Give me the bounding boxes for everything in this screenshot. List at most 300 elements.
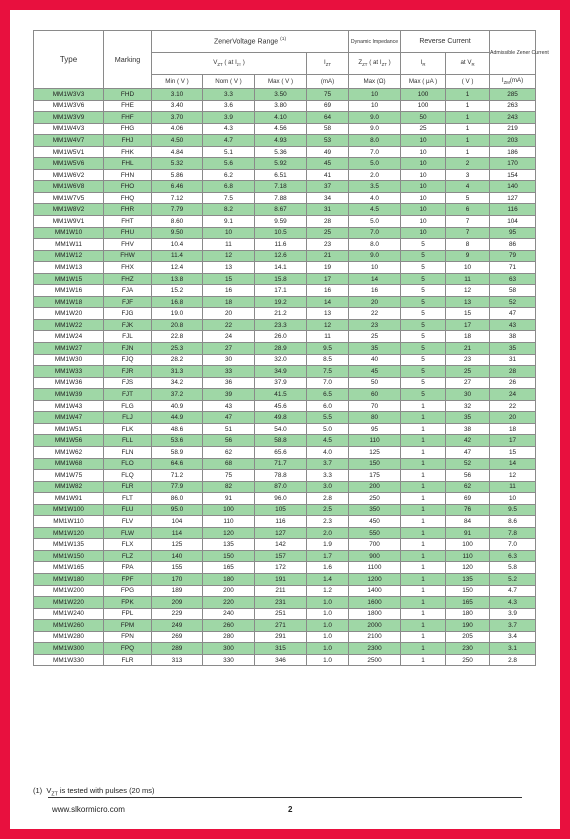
cell-ir-max: 25 xyxy=(401,123,446,135)
table-row xyxy=(34,146,536,158)
cell-vz-min: 289 xyxy=(152,643,203,655)
cell-vz-max: 12.6 xyxy=(255,250,307,262)
cell-vz-min: 140 xyxy=(152,550,203,562)
cell-vr: 1 xyxy=(446,146,490,158)
table-row xyxy=(34,239,536,251)
cell-zzt-max: 2.0 xyxy=(349,169,401,181)
cell-ir-max: 1 xyxy=(401,597,446,609)
cell-type: MM1W5V6 xyxy=(34,158,104,170)
cell-zzt-max: 450 xyxy=(349,516,401,528)
cell-vz-nom: 3.3 xyxy=(203,89,255,101)
table-row xyxy=(34,643,536,655)
table-row xyxy=(34,377,536,389)
cell-vr: 32 xyxy=(446,400,490,412)
cell-vr: 30 xyxy=(446,389,490,401)
cell-vz-max: 4.10 xyxy=(255,112,307,124)
cell-vz-max: 28.9 xyxy=(255,343,307,355)
cell-vz-max: 10.5 xyxy=(255,227,307,239)
cell-type: MM1W3V9 xyxy=(34,112,104,124)
cell-ir-max: 5 xyxy=(401,296,446,308)
cell-izt: 1.7 xyxy=(307,550,349,562)
cell-izm: 5.2 xyxy=(490,573,536,585)
cell-zzt-max: 25 xyxy=(349,331,401,343)
cell-vz-nom: 36 xyxy=(203,377,255,389)
cell-marking: FJS xyxy=(104,377,152,389)
cell-type: MM1W220 xyxy=(34,597,104,609)
cell-vz-max: 45.6 xyxy=(255,400,307,412)
cell-vz-min: 5.86 xyxy=(152,169,203,181)
cell-vz-max: 346 xyxy=(255,654,307,666)
cell-type: MM1W200 xyxy=(34,585,104,597)
cell-zzt-max: 5.0 xyxy=(349,216,401,228)
cell-vr: 10 xyxy=(446,262,490,274)
cell-vr: 190 xyxy=(446,620,490,632)
cell-vz-max: 58.8 xyxy=(255,435,307,447)
cell-type: MM1W150 xyxy=(34,550,104,562)
table-row xyxy=(34,308,536,320)
cell-vz-max: 34.9 xyxy=(255,366,307,378)
cell-marking: FLG xyxy=(104,400,152,412)
cell-zzt-max: 70 xyxy=(349,400,401,412)
cell-ir-max: 1 xyxy=(401,573,446,585)
cell-type: MM1W36 xyxy=(34,377,104,389)
spec-table-body xyxy=(34,89,536,666)
table-row xyxy=(34,319,536,331)
cell-izm: 5.8 xyxy=(490,562,536,574)
cell-vr: 1 xyxy=(446,112,490,124)
izm-header: $I_{ZM}(mA)$ xyxy=(490,75,536,89)
cell-type: MM1W300 xyxy=(34,643,104,655)
cell-vz-nom: 12 xyxy=(203,250,255,262)
cell-vz-min: 6.46 xyxy=(152,181,203,193)
cell-marking: FLQ xyxy=(104,470,152,482)
cell-zzt-max: 40 xyxy=(349,354,401,366)
cell-marking: FLN xyxy=(104,446,152,458)
cell-marking: FHJ xyxy=(104,135,152,147)
table-row xyxy=(34,550,536,562)
cell-marking: FLV xyxy=(104,516,152,528)
cell-type: MM1W4V7 xyxy=(34,135,104,147)
cell-marking: FLU xyxy=(104,504,152,516)
table-row xyxy=(34,527,536,539)
cell-vr: 7 xyxy=(446,227,490,239)
cell-type: MM1W7V5 xyxy=(34,192,104,204)
cell-marking: FJF xyxy=(104,296,152,308)
cell-type: MM1W13 xyxy=(34,262,104,274)
cell-vz-max: 315 xyxy=(255,643,307,655)
page-number: 2 xyxy=(288,805,293,814)
table-row xyxy=(34,539,536,551)
table-row xyxy=(34,100,536,112)
cell-izt: 31 xyxy=(307,204,349,216)
cell-izt: 23 xyxy=(307,239,349,251)
cell-type: MM1W22 xyxy=(34,319,104,331)
cell-izm: 79 xyxy=(490,250,536,262)
col-type-header: Type xyxy=(34,31,104,89)
cell-zzt-max: 22 xyxy=(349,308,401,320)
table-row xyxy=(34,354,536,366)
cell-type: MM1W51 xyxy=(34,423,104,435)
cell-vz-min: 170 xyxy=(152,573,203,585)
cell-zzt-max: 350 xyxy=(349,504,401,516)
cell-vz-min: 3.10 xyxy=(152,89,203,101)
cell-ir-max: 5 xyxy=(401,285,446,297)
cell-zzt-max: 9.0 xyxy=(349,250,401,262)
table-row xyxy=(34,273,536,285)
cell-vz-max: 14.1 xyxy=(255,262,307,274)
cell-marking: FHV xyxy=(104,239,152,251)
cell-vr: 52 xyxy=(446,458,490,470)
cell-ir-max: 5 xyxy=(401,343,446,355)
cell-vz-max: 211 xyxy=(255,585,307,597)
table-row xyxy=(34,504,536,516)
cell-marking: FHN xyxy=(104,169,152,181)
cell-vz-nom: 165 xyxy=(203,562,255,574)
cell-vz-min: 4.84 xyxy=(152,146,203,158)
cell-ir-max: 5 xyxy=(401,308,446,320)
cell-izt: 1.0 xyxy=(307,643,349,655)
cell-zzt-max: 7.0 xyxy=(349,146,401,158)
cell-izt: 17 xyxy=(307,273,349,285)
cell-marking: FHK xyxy=(104,146,152,158)
cell-vr: 150 xyxy=(446,585,490,597)
cell-vz-nom: 7.5 xyxy=(203,192,255,204)
cell-type: MM1W11 xyxy=(34,239,104,251)
cell-ir-max: 1 xyxy=(401,481,446,493)
table-row xyxy=(34,585,536,597)
cell-vz-nom: 82 xyxy=(203,481,255,493)
cell-ir-max: 5 xyxy=(401,389,446,401)
cell-zzt-max: 1200 xyxy=(349,573,401,585)
cell-vz-min: 249 xyxy=(152,620,203,632)
cell-vz-min: 3.40 xyxy=(152,100,203,112)
cell-marking: FHD xyxy=(104,89,152,101)
cell-vz-max: 116 xyxy=(255,516,307,528)
cell-vz-max: 78.8 xyxy=(255,470,307,482)
cell-izm: 14 xyxy=(490,458,536,470)
cell-ir-max: 10 xyxy=(401,146,446,158)
cell-izt: 25 xyxy=(307,227,349,239)
admissible-current-header: Admissible Zener Current xyxy=(490,31,536,75)
cell-vz-min: 5.32 xyxy=(152,158,203,170)
cell-marking: FLR xyxy=(104,654,152,666)
table-row xyxy=(34,631,536,643)
cell-zzt-max: 10 xyxy=(349,89,401,101)
cell-vr: 100 xyxy=(446,539,490,551)
cell-type: MM1W3V3 xyxy=(34,89,104,101)
cell-type: MM1W15 xyxy=(34,273,104,285)
cell-zzt-max: 8.0 xyxy=(349,135,401,147)
cell-marking: FPL xyxy=(104,608,152,620)
cell-type: MM1W110 xyxy=(34,516,104,528)
cell-vz-max: 6.51 xyxy=(255,169,307,181)
cell-vz-max: 23.3 xyxy=(255,319,307,331)
cell-izm: 4.7 xyxy=(490,585,536,597)
izt-header: $I_{ZT}$ xyxy=(307,53,349,75)
cell-zzt-max: 700 xyxy=(349,539,401,551)
cell-izt: 12 xyxy=(307,319,349,331)
cell-vz-min: 10.4 xyxy=(152,239,203,251)
col-marking-header: Marking xyxy=(104,31,152,89)
cell-ir-max: 10 xyxy=(401,192,446,204)
cell-vz-nom: 68 xyxy=(203,458,255,470)
cell-izm: 18 xyxy=(490,423,536,435)
cell-vr: 25 xyxy=(446,366,490,378)
cell-ir-max: 1 xyxy=(401,458,446,470)
cell-ir-max: 5 xyxy=(401,262,446,274)
cell-vz-max: 41.5 xyxy=(255,389,307,401)
cell-vr: 1 xyxy=(446,100,490,112)
cell-izt: 2.0 xyxy=(307,527,349,539)
cell-izt: 7.0 xyxy=(307,377,349,389)
cell-izt: 3.3 xyxy=(307,470,349,482)
cell-vz-min: 12.4 xyxy=(152,262,203,274)
cell-ir-max: 1 xyxy=(401,446,446,458)
table-row xyxy=(34,481,536,493)
cell-vz-min: 95.0 xyxy=(152,504,203,516)
cell-izm: 104 xyxy=(490,216,536,228)
cell-ir-max: 1 xyxy=(401,400,446,412)
cell-ir-max: 1 xyxy=(401,643,446,655)
cell-ir-max: 1 xyxy=(401,412,446,424)
cell-izt: 8.5 xyxy=(307,354,349,366)
cell-izm: 71 xyxy=(490,262,536,274)
cell-vz-nom: 24 xyxy=(203,331,255,343)
cell-ir-max: 100 xyxy=(401,89,446,101)
cell-izt: 1.0 xyxy=(307,654,349,666)
cell-vz-nom: 33 xyxy=(203,366,255,378)
cell-izm: 2.8 xyxy=(490,654,536,666)
cell-izt: 4.0 xyxy=(307,446,349,458)
cell-ir-max: 1 xyxy=(401,423,446,435)
cell-vz-nom: 27 xyxy=(203,343,255,355)
cell-izt: 3.7 xyxy=(307,458,349,470)
cell-ir-max: 10 xyxy=(401,216,446,228)
cell-izt: 64 xyxy=(307,112,349,124)
cell-marking: FLR xyxy=(104,481,152,493)
cell-type: MM1W9V1 xyxy=(34,216,104,228)
cell-izt: 4.5 xyxy=(307,435,349,447)
cell-izt: 9.5 xyxy=(307,343,349,355)
cell-izm: 63 xyxy=(490,273,536,285)
cell-vz-min: 209 xyxy=(152,597,203,609)
cell-vz-nom: 300 xyxy=(203,643,255,655)
cell-vz-max: 231 xyxy=(255,597,307,609)
cell-vr: 23 xyxy=(446,354,490,366)
cell-vz-max: 8.67 xyxy=(255,204,307,216)
cell-vr: 18 xyxy=(446,331,490,343)
cell-type: MM1W180 xyxy=(34,573,104,585)
cell-zzt-max: 23 xyxy=(349,319,401,331)
table-row xyxy=(34,250,536,262)
table-row xyxy=(34,192,536,204)
cell-vz-max: 271 xyxy=(255,620,307,632)
cell-zzt-max: 900 xyxy=(349,550,401,562)
ir-unit-header: Max ( μA ) xyxy=(401,75,446,89)
cell-vr: 11 xyxy=(446,273,490,285)
cell-izm: 116 xyxy=(490,204,536,216)
cell-vz-nom: 9.1 xyxy=(203,216,255,228)
cell-vz-max: 7.18 xyxy=(255,181,307,193)
cell-vz-min: 114 xyxy=(152,527,203,539)
cell-zzt-max: 80 xyxy=(349,412,401,424)
cell-ir-max: 5 xyxy=(401,250,446,262)
cell-vr: 13 xyxy=(446,296,490,308)
cell-izm: 154 xyxy=(490,169,536,181)
zener-range-note: (1) xyxy=(280,37,287,43)
cell-vz-nom: 91 xyxy=(203,493,255,505)
cell-zzt-max: 10 xyxy=(349,262,401,274)
cell-vz-nom: 150 xyxy=(203,550,255,562)
cell-type: MM1W18 xyxy=(34,296,104,308)
cell-marking: FHT xyxy=(104,216,152,228)
table-row xyxy=(34,470,536,482)
cell-vz-nom: 51 xyxy=(203,423,255,435)
cell-vz-min: 155 xyxy=(152,562,203,574)
cell-vr: 38 xyxy=(446,423,490,435)
cell-type: MM1W56 xyxy=(34,435,104,447)
cell-izt: 11 xyxy=(307,331,349,343)
cell-vz-nom: 22 xyxy=(203,319,255,331)
cell-marking: FJA xyxy=(104,285,152,297)
table-row xyxy=(34,620,536,632)
cell-izm: 3.9 xyxy=(490,608,536,620)
cell-vz-max: 142 xyxy=(255,539,307,551)
cell-ir-max: 10 xyxy=(401,135,446,147)
cell-vz-nom: 120 xyxy=(203,527,255,539)
cell-marking: FHQ xyxy=(104,192,152,204)
cell-vz-max: 4.56 xyxy=(255,123,307,135)
cell-vz-max: 54.0 xyxy=(255,423,307,435)
cell-izm: 203 xyxy=(490,135,536,147)
cell-vr: 3 xyxy=(446,169,490,181)
cell-vz-nom: 5.6 xyxy=(203,158,255,170)
cell-ir-max: 10 xyxy=(401,181,446,193)
cell-izm: 243 xyxy=(490,112,536,124)
cell-ir-max: 1 xyxy=(401,654,446,666)
cell-vz-max: 19.2 xyxy=(255,296,307,308)
cell-marking: FJR xyxy=(104,366,152,378)
cell-type: MM1W27 xyxy=(34,343,104,355)
cell-izt: 1.2 xyxy=(307,585,349,597)
website-text: www.slkormicro.com xyxy=(52,805,125,814)
cell-vz-min: 4.50 xyxy=(152,135,203,147)
cell-vz-min: 313 xyxy=(152,654,203,666)
cell-vr: 47 xyxy=(446,446,490,458)
cell-vz-nom: 62 xyxy=(203,446,255,458)
cell-vz-max: 5.92 xyxy=(255,158,307,170)
table-row xyxy=(34,204,536,216)
cell-izt: 1.4 xyxy=(307,573,349,585)
cell-zzt-max: 2300 xyxy=(349,643,401,655)
cell-marking: FLL xyxy=(104,435,152,447)
cell-vz-max: 191 xyxy=(255,573,307,585)
cell-ir-max: 1 xyxy=(401,631,446,643)
cell-izm: 3.1 xyxy=(490,643,536,655)
cell-vr: 17 xyxy=(446,319,490,331)
vr-header: at $V_R$ xyxy=(446,53,490,75)
cell-marking: FHW xyxy=(104,250,152,262)
cell-vz-max: 127 xyxy=(255,527,307,539)
cell-ir-max: 10 xyxy=(401,227,446,239)
cell-marking: FPG xyxy=(104,585,152,597)
cell-vz-min: 3.70 xyxy=(152,112,203,124)
cell-izt: 37 xyxy=(307,181,349,193)
cell-marking: FHX xyxy=(104,262,152,274)
cell-izt: 6.5 xyxy=(307,389,349,401)
cell-vz-max: 15.8 xyxy=(255,273,307,285)
cell-type: MM1W30 xyxy=(34,354,104,366)
cell-vz-min: 8.60 xyxy=(152,216,203,228)
cell-izt: 34 xyxy=(307,192,349,204)
cell-vr: 230 xyxy=(446,643,490,655)
cell-vr: 4 xyxy=(446,181,490,193)
cell-vr: 250 xyxy=(446,654,490,666)
cell-vz-max: 71.7 xyxy=(255,458,307,470)
cell-type: MM1W82 xyxy=(34,481,104,493)
cell-zzt-max: 4.5 xyxy=(349,204,401,216)
cell-vz-nom: 180 xyxy=(203,573,255,585)
cell-izt: 2.5 xyxy=(307,504,349,516)
cell-vz-nom: 16 xyxy=(203,285,255,297)
cell-vr: 76 xyxy=(446,504,490,516)
cell-type: MM1W165 xyxy=(34,562,104,574)
cell-vr: 180 xyxy=(446,608,490,620)
table-row xyxy=(34,112,536,124)
cell-vz-nom: 4.7 xyxy=(203,135,255,147)
cell-izm: 186 xyxy=(490,146,536,158)
nom-v-header: Nom ( V ) xyxy=(203,75,255,89)
cell-vr: 135 xyxy=(446,573,490,585)
cell-ir-max: 1 xyxy=(401,585,446,597)
cell-vz-nom: 6.2 xyxy=(203,169,255,181)
cell-vz-nom: 240 xyxy=(203,608,255,620)
cell-ir-max: 1 xyxy=(401,550,446,562)
cell-zzt-max: 5.0 xyxy=(349,158,401,170)
table-row xyxy=(34,343,536,355)
cell-vz-nom: 11 xyxy=(203,239,255,251)
cell-izm: 7.8 xyxy=(490,527,536,539)
cell-izm: 28 xyxy=(490,366,536,378)
cell-izm: 22 xyxy=(490,400,536,412)
cell-marking: FHR xyxy=(104,204,152,216)
footer-divider xyxy=(48,797,522,798)
cell-izm: 95 xyxy=(490,227,536,239)
cell-izm: 10 xyxy=(490,493,536,505)
table-row xyxy=(34,216,536,228)
cell-izm: 43 xyxy=(490,319,536,331)
table-row xyxy=(34,366,536,378)
cell-vz-min: 7.79 xyxy=(152,204,203,216)
cell-type: MM1W3V6 xyxy=(34,100,104,112)
cell-izt: 1.0 xyxy=(307,620,349,632)
cell-izm: 38 xyxy=(490,331,536,343)
cell-zzt-max: 250 xyxy=(349,493,401,505)
datasheet-page xyxy=(10,10,560,829)
cell-vz-max: 172 xyxy=(255,562,307,574)
cell-vz-max: 21.2 xyxy=(255,308,307,320)
cell-vz-max: 87.0 xyxy=(255,481,307,493)
cell-type: MM1W260 xyxy=(34,620,104,632)
vr-unit-header: ( V ) xyxy=(446,75,490,89)
cell-vz-max: 49.8 xyxy=(255,412,307,424)
cell-izt: 1.6 xyxy=(307,562,349,574)
cell-type: MM1W39 xyxy=(34,389,104,401)
cell-vz-nom: 3.9 xyxy=(203,112,255,124)
cell-vz-nom: 47 xyxy=(203,412,255,424)
cell-marking: FLZ xyxy=(104,550,152,562)
cell-type: MM1W20 xyxy=(34,308,104,320)
